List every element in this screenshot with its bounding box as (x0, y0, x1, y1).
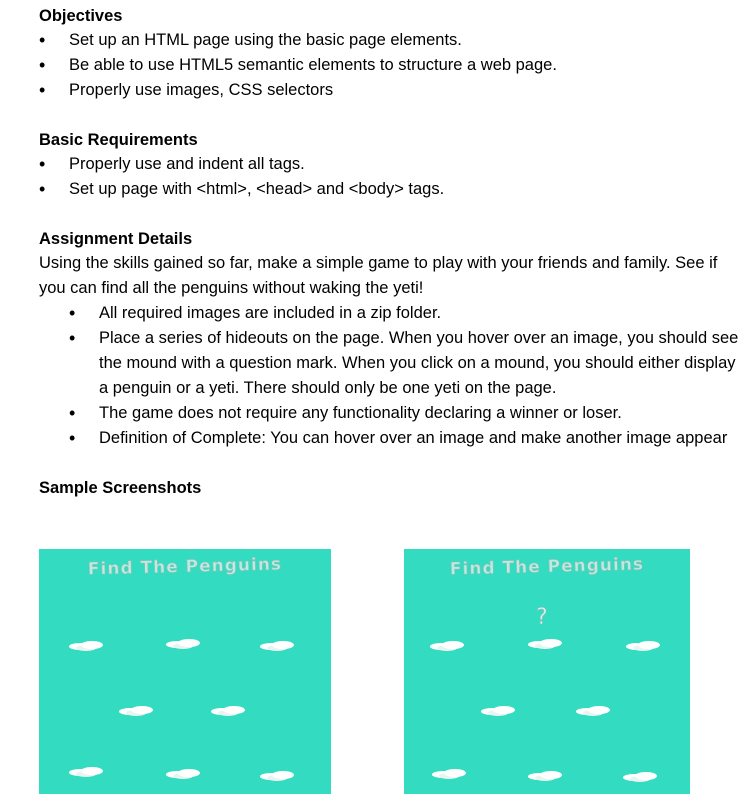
mound-icon (528, 771, 562, 780)
objectives-heading: Objectives (39, 7, 123, 25)
mound-icon (211, 706, 245, 715)
list-item: • Set up an HTML page using the basic page elements. (39, 28, 744, 53)
list-item: • Definition of Complete: You can hover over an image and make another image appear (69, 426, 744, 451)
mound-icon (69, 641, 103, 650)
mound-icon (430, 641, 464, 650)
sample-screenshots-heading: Sample Screenshots (39, 479, 202, 497)
list-item: • Be able to use HTML5 semantic elements to structure a web page. (39, 53, 744, 78)
mound-icon (432, 769, 466, 778)
game-title: Find The Penguins (87, 554, 283, 580)
basic-requirements-heading: Basic Requirements (39, 131, 198, 149)
assignment-document (39, 4, 744, 500)
basic-requirements-list (39, 152, 744, 202)
mound-icon (69, 767, 103, 776)
question-mark-icon: ? (536, 605, 548, 630)
mound-icon (576, 706, 610, 715)
list-item: • Properly use and indent all tags. (39, 152, 744, 177)
mound-icon (626, 641, 660, 650)
mound-icon (166, 639, 200, 648)
assignment-intro: Using the skills gained so far, make a simple game to play with your friends and family. See if you can find all the penguins without waking the yeti! (39, 254, 718, 297)
list-item: • Set up page with <html>, <head> and <body> tags. (39, 177, 744, 202)
assignment-details-list (69, 301, 744, 451)
game-title: Find The Penguins (449, 554, 645, 580)
mound-icon (481, 706, 515, 715)
list-item: • All required images are included in a zip folder. (69, 301, 744, 326)
mound-icon (623, 772, 657, 781)
mound-icon (119, 706, 153, 715)
list-item: • Place a series of hideouts on the page. When you hover over an image, you should see the mound with a question mark. When you click on a mound, you should either display a penguin or a yeti. There should only be one yeti on the page. (69, 326, 744, 401)
objectives-list (39, 28, 744, 103)
list-item: • The game does not require any functionality declaring a winner or loser. (69, 401, 744, 426)
mound-icon (166, 769, 200, 778)
mound-icon (528, 639, 562, 648)
mound-icon (260, 771, 294, 780)
game-screenshot-hover (404, 549, 690, 794)
assignment-details-heading: Assignment Details (39, 230, 193, 248)
mound-icon (260, 641, 294, 650)
list-item: • Properly use images, CSS selectors (39, 78, 744, 103)
game-screenshot-default (39, 549, 331, 794)
